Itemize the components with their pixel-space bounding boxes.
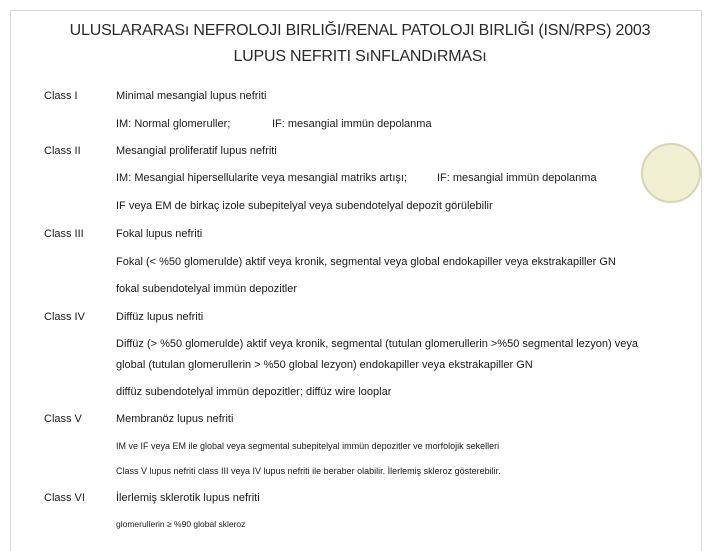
page-title-line-2: LUPUS NEFRITI SıNFLANDıRMASı (233, 48, 487, 65)
class-1-line-1: IM: Normal glomeruller; (116, 118, 231, 130)
class-2-line-2: IF: mesangial immün depolanma (437, 172, 597, 184)
class-1-label: Class I (44, 90, 78, 102)
class-6-label: Class VI (44, 492, 85, 504)
class-5-line-2: Class V lupus nefriti class III veya IV lupus nefriti ile beraber olabilir. İlerlemiş skleroz gösterebilir. (116, 466, 501, 476)
class-4-heading: Diffüz lupus nefriti (116, 311, 204, 323)
class-3-heading: Fokal lupus nefriti (116, 228, 203, 240)
class-3-line-1: Fokal (< %50 glomerulde) aktif veya kronik, segmental veya global endokapiller veya ekstrakapiller GN (116, 256, 616, 268)
class-5-label: Class V (44, 413, 82, 425)
class-2-line-1: IM: Mesangial hipersellularite veya mesangial matriks artışı; (116, 172, 408, 184)
class-1-heading: Minimal mesangial lupus nefriti (116, 90, 267, 102)
class-2-line-3: IF veya EM de birkaç izole subepitelyal veya subendotelyal depozit görülebilir (116, 200, 493, 212)
class-2-label: Class II (44, 145, 81, 157)
class-4-line-1: Diffüz (> %50 glomerulde) aktif veya kronik, segmental (tutulan glomerullerin >%50 segmental lezyon) veya (116, 338, 638, 350)
class-5-line-1: IM ve IF veya EM ile global veya segmental subepitelyal immün depozitler ve morfolojik sekelleri (116, 441, 500, 451)
class-5-heading: Membranöz lupus nefriti (116, 413, 234, 425)
class-4-line-2: global (tutulan glomerullerin > %50 global lezyon) endokapiller veya ekstrakapiller GN (116, 359, 533, 371)
class-6-heading: İlerlemiş sklerotik lupus nefriti (116, 492, 260, 504)
class-4-label: Class IV (44, 311, 85, 323)
page-title-line-1: ULUSLARARASı NEFROLOJI BIRLIĞI/RENAL PATOLOJI BIRLIĞI (ISN/RPS) 2003 (69, 22, 651, 39)
class-1-line-2: IF: mesangial immün depolanma (272, 118, 432, 130)
class-2-heading: Mesangial proliferatif lupus nefriti (116, 145, 277, 157)
class-4-line-3: diffüz subendotelyal immün depozitler; diffüz wire looplar (116, 386, 392, 398)
decorative-circle (641, 143, 701, 203)
class-3-line-2: fokal subendotelyal immün depozitler (116, 283, 297, 295)
class-6-line-1: glomerullerin ≥ %90 global skleroz (116, 519, 246, 529)
class-3-label: Class III (44, 228, 84, 240)
